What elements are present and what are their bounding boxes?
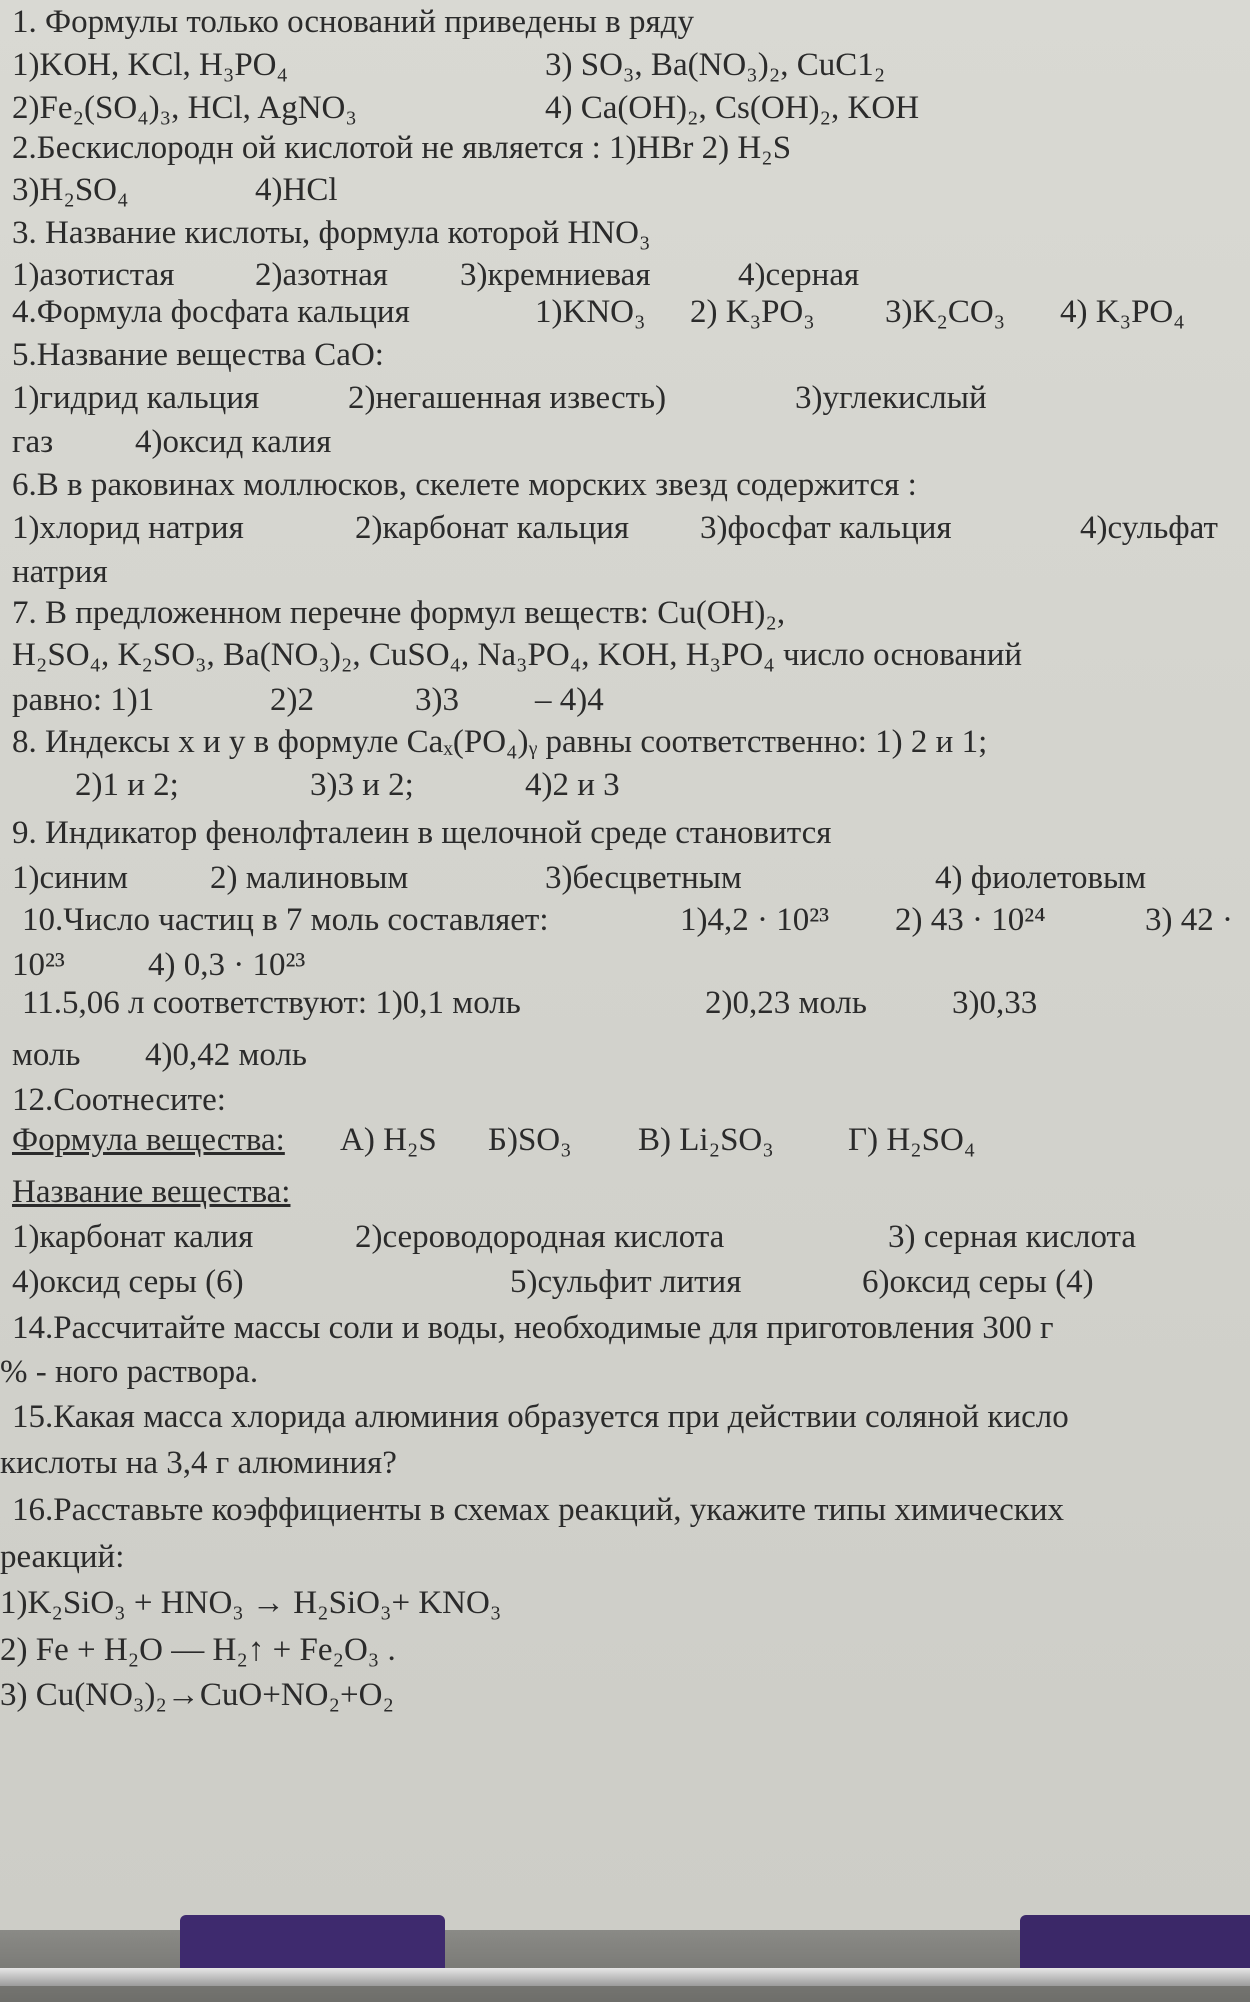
text-segment: 4.Формула фосфата кальция: [12, 294, 410, 330]
text-segment: 2)1 и 2;: [75, 767, 179, 803]
text-segment: 12.Соотнесите:: [12, 1082, 226, 1118]
text-segment: 4) Ca(OH)₂, Cs(OH)₂, KOH: [545, 90, 920, 126]
text-segment: 3) SO₃, Ba(NO₃)₂, CuC1₂: [545, 47, 886, 83]
text-segment: 1)KOH, KCl, H₃PO₄: [12, 47, 289, 83]
text-segment: 3)бесцветным: [545, 860, 742, 896]
text-segment: 14.Рассчитайте массы соли и воды, необходимые для приготовления 300 г: [12, 1310, 1054, 1346]
text-segment: 3)кремниевая: [460, 257, 651, 293]
text-segment: 2.Бескислородн ой кислотой не является : 1)HBr 2) H₂S: [12, 130, 792, 166]
text-segment: 2)негашенная известь): [348, 380, 667, 416]
text-segment: 1)синим: [12, 860, 128, 896]
text-segment: Формула вещества:: [12, 1122, 285, 1158]
text-segment: 15.Какая масса хлорида алюминия образуется при действии соляной кисло: [12, 1399, 1069, 1435]
text-segment: 3) 42 ·: [1145, 902, 1233, 938]
text-segment: 2) 43 · 10²⁴: [895, 902, 1046, 938]
text-segment: 4) фиолетовым: [935, 860, 1147, 896]
text-segment: 9. Индикатор фенолфталеин в щелочной среде становится: [12, 815, 832, 851]
text-segment: 4)оксид серы (6): [12, 1264, 244, 1300]
text-segment: 2)0,23 моль: [705, 985, 867, 1021]
text-segment: 1)KNO₃: [535, 294, 646, 330]
text-segment: 4)оксид калия: [135, 424, 332, 460]
text-segment: А) H₂S: [340, 1122, 437, 1158]
text-segment: 4) K₃PO₄: [1060, 294, 1185, 330]
text-segment: В) Li₂SO₃: [638, 1122, 774, 1158]
text-segment: 4)2 и 3: [525, 767, 620, 803]
text-segment: 16.Расставьте коэффициенты в схемах реакций, укажите типы химических: [12, 1492, 1065, 1528]
text-segment: равно: 1)1: [12, 682, 155, 718]
text-segment: 4)сульфат: [1080, 510, 1218, 546]
text-segment: 4)HCl: [255, 172, 338, 208]
text-segment: 3)K₂CO₃: [885, 294, 1006, 330]
text-segment: 3)0,33: [952, 985, 1038, 1021]
text-segment: 4) 0,3 · 10²³: [148, 947, 306, 983]
text-segment: 11.5,06 л соответствуют: 1)0,1 моль: [22, 985, 521, 1021]
text-segment: 7. В предложенном перечне формул веществ: Cu(OH)₂,: [12, 595, 786, 631]
text-segment: 1)хлорид натрия: [12, 510, 244, 546]
binder-rail: [0, 1968, 1250, 1986]
text-segment: 3)H₂SO₄: [12, 172, 129, 208]
text-segment: реакций:: [0, 1539, 125, 1575]
text-segment: Б)SO₃: [488, 1122, 572, 1158]
text-segment: 8. Индексы х и у в формуле Caₓ(PO₄)ᵧ равны соответственно: 1) 2 и 1;: [12, 724, 988, 760]
text-segment: 1)гидрид кальция: [12, 380, 260, 416]
text-segment: Г) H₂SO₄: [848, 1122, 976, 1158]
text-segment: % - ного раствора.: [0, 1354, 259, 1390]
text-segment: H₂SO₄, K₂SO₃, Ba(NO₃)₂, CuSO₄, Na₃PO₄, KOH, H₃PO₄ число оснований: [12, 637, 1023, 673]
text-segment: 1)азотистая: [12, 257, 175, 293]
text-segment: 6.В в раковинах моллюсков, скелете морских звезд содержится :: [12, 467, 917, 503]
text-segment: 5.Название вещества CaO:: [12, 337, 384, 373]
text-segment: 1)4,2 · 10²³: [680, 902, 830, 938]
text-segment: 5)сульфит лития: [510, 1264, 742, 1300]
text-segment: 3)3: [415, 682, 459, 718]
text-segment: 10²³: [12, 947, 65, 983]
text-segment: 2)Fe₂(SO₄)₃, HCl, AgNO₃: [12, 90, 357, 126]
text-segment: 2) малиновым: [210, 860, 409, 896]
text-segment: Название вещества:: [12, 1174, 291, 1210]
text-segment: 6)оксид серы (4): [862, 1264, 1094, 1300]
text-segment: 2) K₃PO₃: [690, 294, 815, 330]
text-segment: 2)азотная: [255, 257, 388, 293]
text-segment: 2)карбонат кальция: [355, 510, 630, 546]
text-segment: 1)карбонат калия: [12, 1219, 254, 1255]
text-segment: 4)0,42 моль: [145, 1037, 307, 1073]
text-segment: моль: [12, 1037, 81, 1073]
text-segment: 3. Название кислоты, формула которой HNO₃: [12, 215, 651, 251]
text-segment: 3)3 и 2;: [310, 767, 414, 803]
text-segment: газ: [12, 424, 54, 460]
text-segment: 10.Число частиц в 7 моль составляет:: [22, 902, 549, 938]
text-segment: 3) Cu(NO₃)₂→CuO+NO₂+O₂: [0, 1677, 394, 1713]
text-segment: 1)K₂SiO₃ + HNO₃ → H₂SiO₃+ KNO₃: [0, 1585, 502, 1621]
text-segment: 2)сероводородная кислота: [355, 1219, 725, 1255]
text-segment: 3)углекислый: [795, 380, 987, 416]
text-segment: 2) Fe + H₂O — H₂↑ + Fe₂O₃ .: [0, 1632, 396, 1668]
text-segment: 3)фосфат кальция: [700, 510, 952, 546]
text-segment: 4)серная: [738, 257, 860, 293]
text-segment: 2)2: [270, 682, 314, 718]
text-segment: кислоты на 3,4 г алюминия?: [0, 1445, 397, 1481]
text-segment: – 4)4: [535, 682, 604, 718]
text-segment: натрия: [12, 554, 108, 590]
text-segment: 3) серная кислота: [888, 1219, 1137, 1255]
text-segment: 1. Формулы только оснований приведены в ряду: [12, 4, 694, 40]
